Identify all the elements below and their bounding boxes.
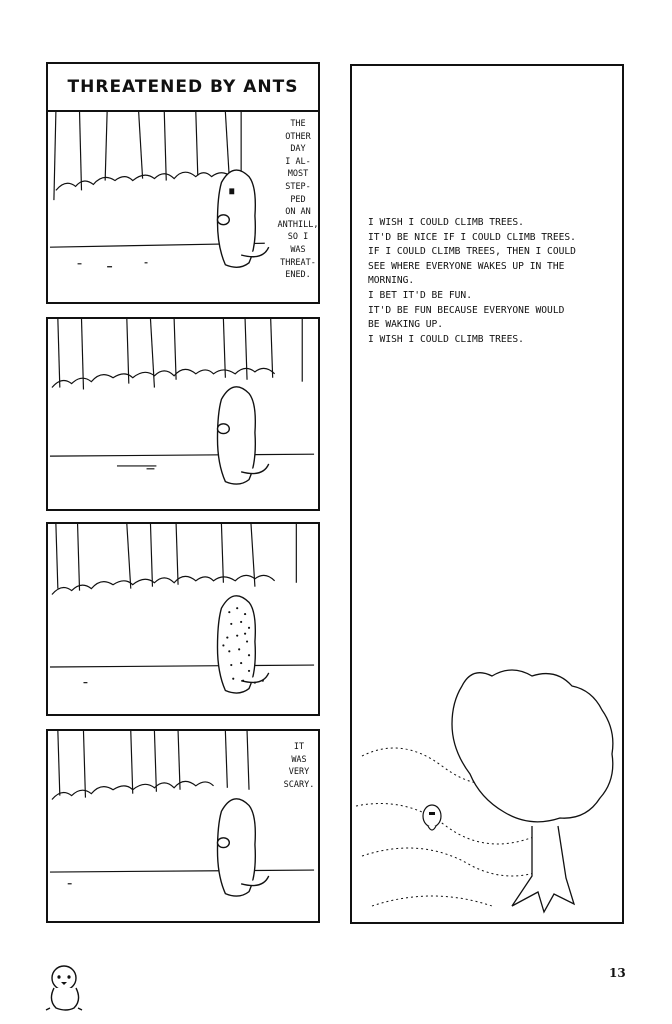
caption-line: ENED. bbox=[285, 270, 311, 281]
narration-line: MORNING. bbox=[368, 275, 415, 287]
caption-line: WAS bbox=[291, 754, 307, 765]
comic-panel-2 bbox=[46, 317, 320, 511]
mascot-icon bbox=[44, 960, 86, 1012]
narration-line: IT'D BE NICE IF I COULD CLIMB TREES. bbox=[368, 231, 576, 243]
narration-line: BE WAKING UP. bbox=[368, 319, 444, 331]
narration-text bbox=[368, 216, 613, 347]
comic-panel-1 bbox=[46, 110, 320, 304]
comic-title: THREATENED BY ANTS bbox=[67, 77, 299, 97]
tree-and-creature-scene bbox=[352, 666, 624, 924]
comic-panel-tall bbox=[350, 64, 624, 924]
forest-scene-3 bbox=[48, 524, 318, 714]
narration-line: I BET IT'D BE FUN. bbox=[368, 289, 472, 301]
caption-line: OTHER bbox=[285, 131, 311, 142]
narration-line: I WISH I COULD CLIMB TREES. bbox=[368, 333, 524, 345]
small-creature bbox=[423, 805, 441, 830]
panel-1-caption bbox=[276, 118, 320, 282]
creature-figure-4 bbox=[217, 799, 268, 896]
caption-line: SO I bbox=[287, 232, 309, 243]
page-number: 13 bbox=[609, 966, 626, 980]
narration-line: IF I COULD CLIMB TREES, THEN I COULD bbox=[368, 246, 576, 258]
narration-line: IT'D BE FUN BECAUSE EVERYONE WOULD bbox=[368, 304, 565, 316]
caption-line: DAY bbox=[290, 144, 306, 155]
narration-line: I WISH I COULD CLIMB TREES. bbox=[368, 217, 524, 228]
forest-scene-2 bbox=[48, 319, 318, 509]
caption-line: IT bbox=[293, 742, 305, 752]
caption-line: I AL- bbox=[285, 156, 311, 167]
large-tree bbox=[452, 670, 613, 912]
comic-panel-4 bbox=[46, 729, 320, 923]
caption-line: SCARY. bbox=[283, 779, 315, 790]
caption-line: VERY bbox=[288, 767, 310, 778]
caption-line: MOST bbox=[287, 169, 309, 180]
caption-line: PED bbox=[290, 194, 306, 205]
comic-panel-3 bbox=[46, 522, 320, 716]
creature-figure-2 bbox=[217, 387, 268, 484]
creature-figure-1 bbox=[217, 170, 268, 267]
caption-line: WAS bbox=[290, 244, 306, 255]
narration-line: SEE WHERE EVERYONE WAKES UP IN THE bbox=[368, 260, 565, 272]
comic-title-box bbox=[46, 62, 320, 112]
caption-line: ON AN bbox=[285, 207, 311, 218]
caption-line: THE bbox=[290, 119, 306, 129]
caption-line: ANTHILL, bbox=[277, 219, 319, 230]
panel-4-caption bbox=[280, 741, 318, 791]
forest-scene-4 bbox=[48, 731, 318, 921]
creature-covered-in-ants bbox=[217, 596, 268, 693]
caption-line: THREAT- bbox=[280, 257, 316, 268]
caption-line: STEP- bbox=[285, 181, 311, 192]
